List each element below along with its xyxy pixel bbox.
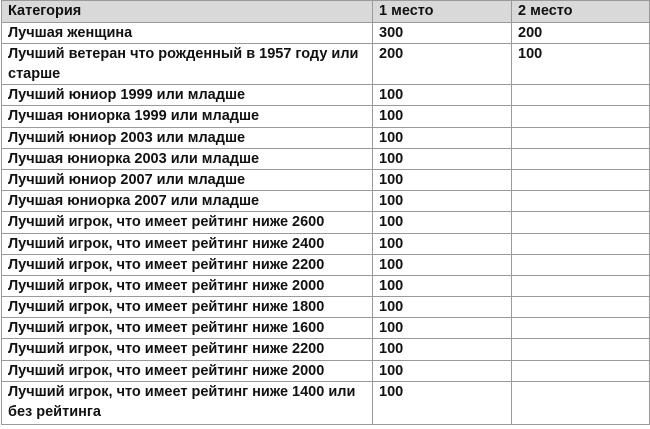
table-row: [2, 381, 650, 424]
category-cell: [2, 169, 373, 190]
table-row: [2, 360, 650, 381]
table-row: [2, 254, 650, 275]
second-place-cell: [512, 339, 650, 360]
second-place-cell: [512, 233, 650, 254]
category-cell: [2, 191, 373, 212]
table-row: [2, 148, 650, 169]
category-cell: [2, 106, 373, 127]
category-text: Лучшая женщина: [8, 25, 133, 41]
second-place-cell: [512, 191, 650, 212]
table-row: [2, 297, 650, 318]
second-place-cell: [512, 381, 650, 424]
first-place-cell: 200: [373, 44, 512, 85]
header-category: Категория: [2, 1, 373, 23]
category-text: Лучший игрок, что имеет рейтинг ниже 1400 или без рейтинга: [8, 383, 356, 420]
category-text: Лучший игрок, что имеет рейтинг ниже 2000: [8, 362, 325, 379]
first-place-cell: 100: [373, 275, 512, 296]
category-text: Лучший игрок, что имеет рейтинг ниже 2000: [8, 277, 325, 294]
category-cell: [2, 148, 373, 169]
table-row: [2, 23, 650, 44]
first-place-cell: 100: [373, 127, 512, 148]
second-place-cell: [512, 275, 650, 296]
category-text: Лучший игрок, что имеет рейтинг ниже 1600: [8, 320, 325, 337]
category-cell: [2, 360, 373, 381]
first-place-cell: 100: [373, 85, 512, 106]
second-place-cell: [512, 360, 650, 381]
category-cell: [2, 44, 373, 85]
category-cell: [2, 127, 373, 148]
first-place-cell: 100: [373, 148, 512, 169]
first-place-cell: 100: [373, 233, 512, 254]
category-cell: [2, 23, 373, 44]
table-row: [2, 318, 650, 339]
first-place-cell: 100: [373, 381, 512, 424]
table-row: [2, 106, 650, 127]
category-cell: [2, 381, 373, 424]
second-place-cell: [512, 85, 650, 106]
category-cell: [2, 318, 373, 339]
category-text: Лучшая юниорка 2003 или младше: [8, 150, 260, 167]
first-place-cell: 100: [373, 254, 512, 275]
first-place-cell: 100: [373, 106, 512, 127]
table-row: [2, 233, 650, 254]
table-body: [2, 23, 650, 425]
second-place-cell: [512, 212, 650, 233]
category-cell: [2, 233, 373, 254]
prize-table: [1, 0, 650, 425]
category-text: Лучший юниор 2007 или младше: [8, 171, 246, 188]
second-place-cell: [512, 148, 650, 169]
first-place-cell: 100: [373, 191, 512, 212]
header-first-place: 1 место: [373, 1, 512, 23]
first-place-cell: 100: [373, 318, 512, 339]
table-row: [2, 191, 650, 212]
second-place-cell: [512, 318, 650, 339]
table-row: [2, 85, 650, 106]
header-row: [2, 1, 650, 23]
category-text: Лучший игрок, что имеет рейтинг ниже 2600: [8, 214, 325, 231]
category-text: Лучший игрок, что имеет рейтинг ниже 2200: [8, 256, 325, 273]
category-text: Лучший юниор 1999 или младше: [8, 87, 246, 104]
second-place-cell: [512, 254, 650, 275]
table-row: [2, 275, 650, 296]
second-place-cell: [512, 297, 650, 318]
first-place-cell: 100: [373, 339, 512, 360]
table-header: [2, 1, 650, 23]
first-place-cell: 100: [373, 297, 512, 318]
second-place-cell: [512, 127, 650, 148]
first-place-cell: 100: [373, 212, 512, 233]
second-place-cell: 100: [512, 44, 650, 85]
table-row: [2, 169, 650, 190]
category-cell: [2, 212, 373, 233]
first-place-cell: 300: [373, 23, 512, 44]
table-row: [2, 212, 650, 233]
header-second-place: 2 место: [512, 1, 650, 23]
category-cell: [2, 275, 373, 296]
category-text: Лучший игрок, что имеет рейтинг ниже 2400: [8, 235, 325, 252]
category-text: Лучший юниор 2003 или младше: [8, 129, 246, 146]
category-cell: [2, 297, 373, 318]
category-text: Лучшая юниорка 1999 или младше: [8, 108, 260, 125]
category-cell: [2, 254, 373, 275]
category-text: Лучший игрок, что имеет рейтинг ниже 1800: [8, 299, 325, 316]
table-row: [2, 339, 650, 360]
table-row: [2, 44, 650, 85]
category-text: Лучший игрок, что имеет рейтинг ниже 2200: [8, 341, 325, 358]
table-row: [2, 127, 650, 148]
first-place-cell: 100: [373, 360, 512, 381]
category-cell: [2, 339, 373, 360]
category-cell: [2, 85, 373, 106]
first-place-cell: 100: [373, 169, 512, 190]
category-text: Лучшая юниорка 2007 или младше: [8, 193, 260, 210]
category-text: Лучший ветеран что рожденный в 1957 году или старше: [8, 46, 359, 83]
second-place-cell: [512, 106, 650, 127]
second-place-cell: [512, 169, 650, 190]
second-place-cell: 200: [512, 23, 650, 44]
